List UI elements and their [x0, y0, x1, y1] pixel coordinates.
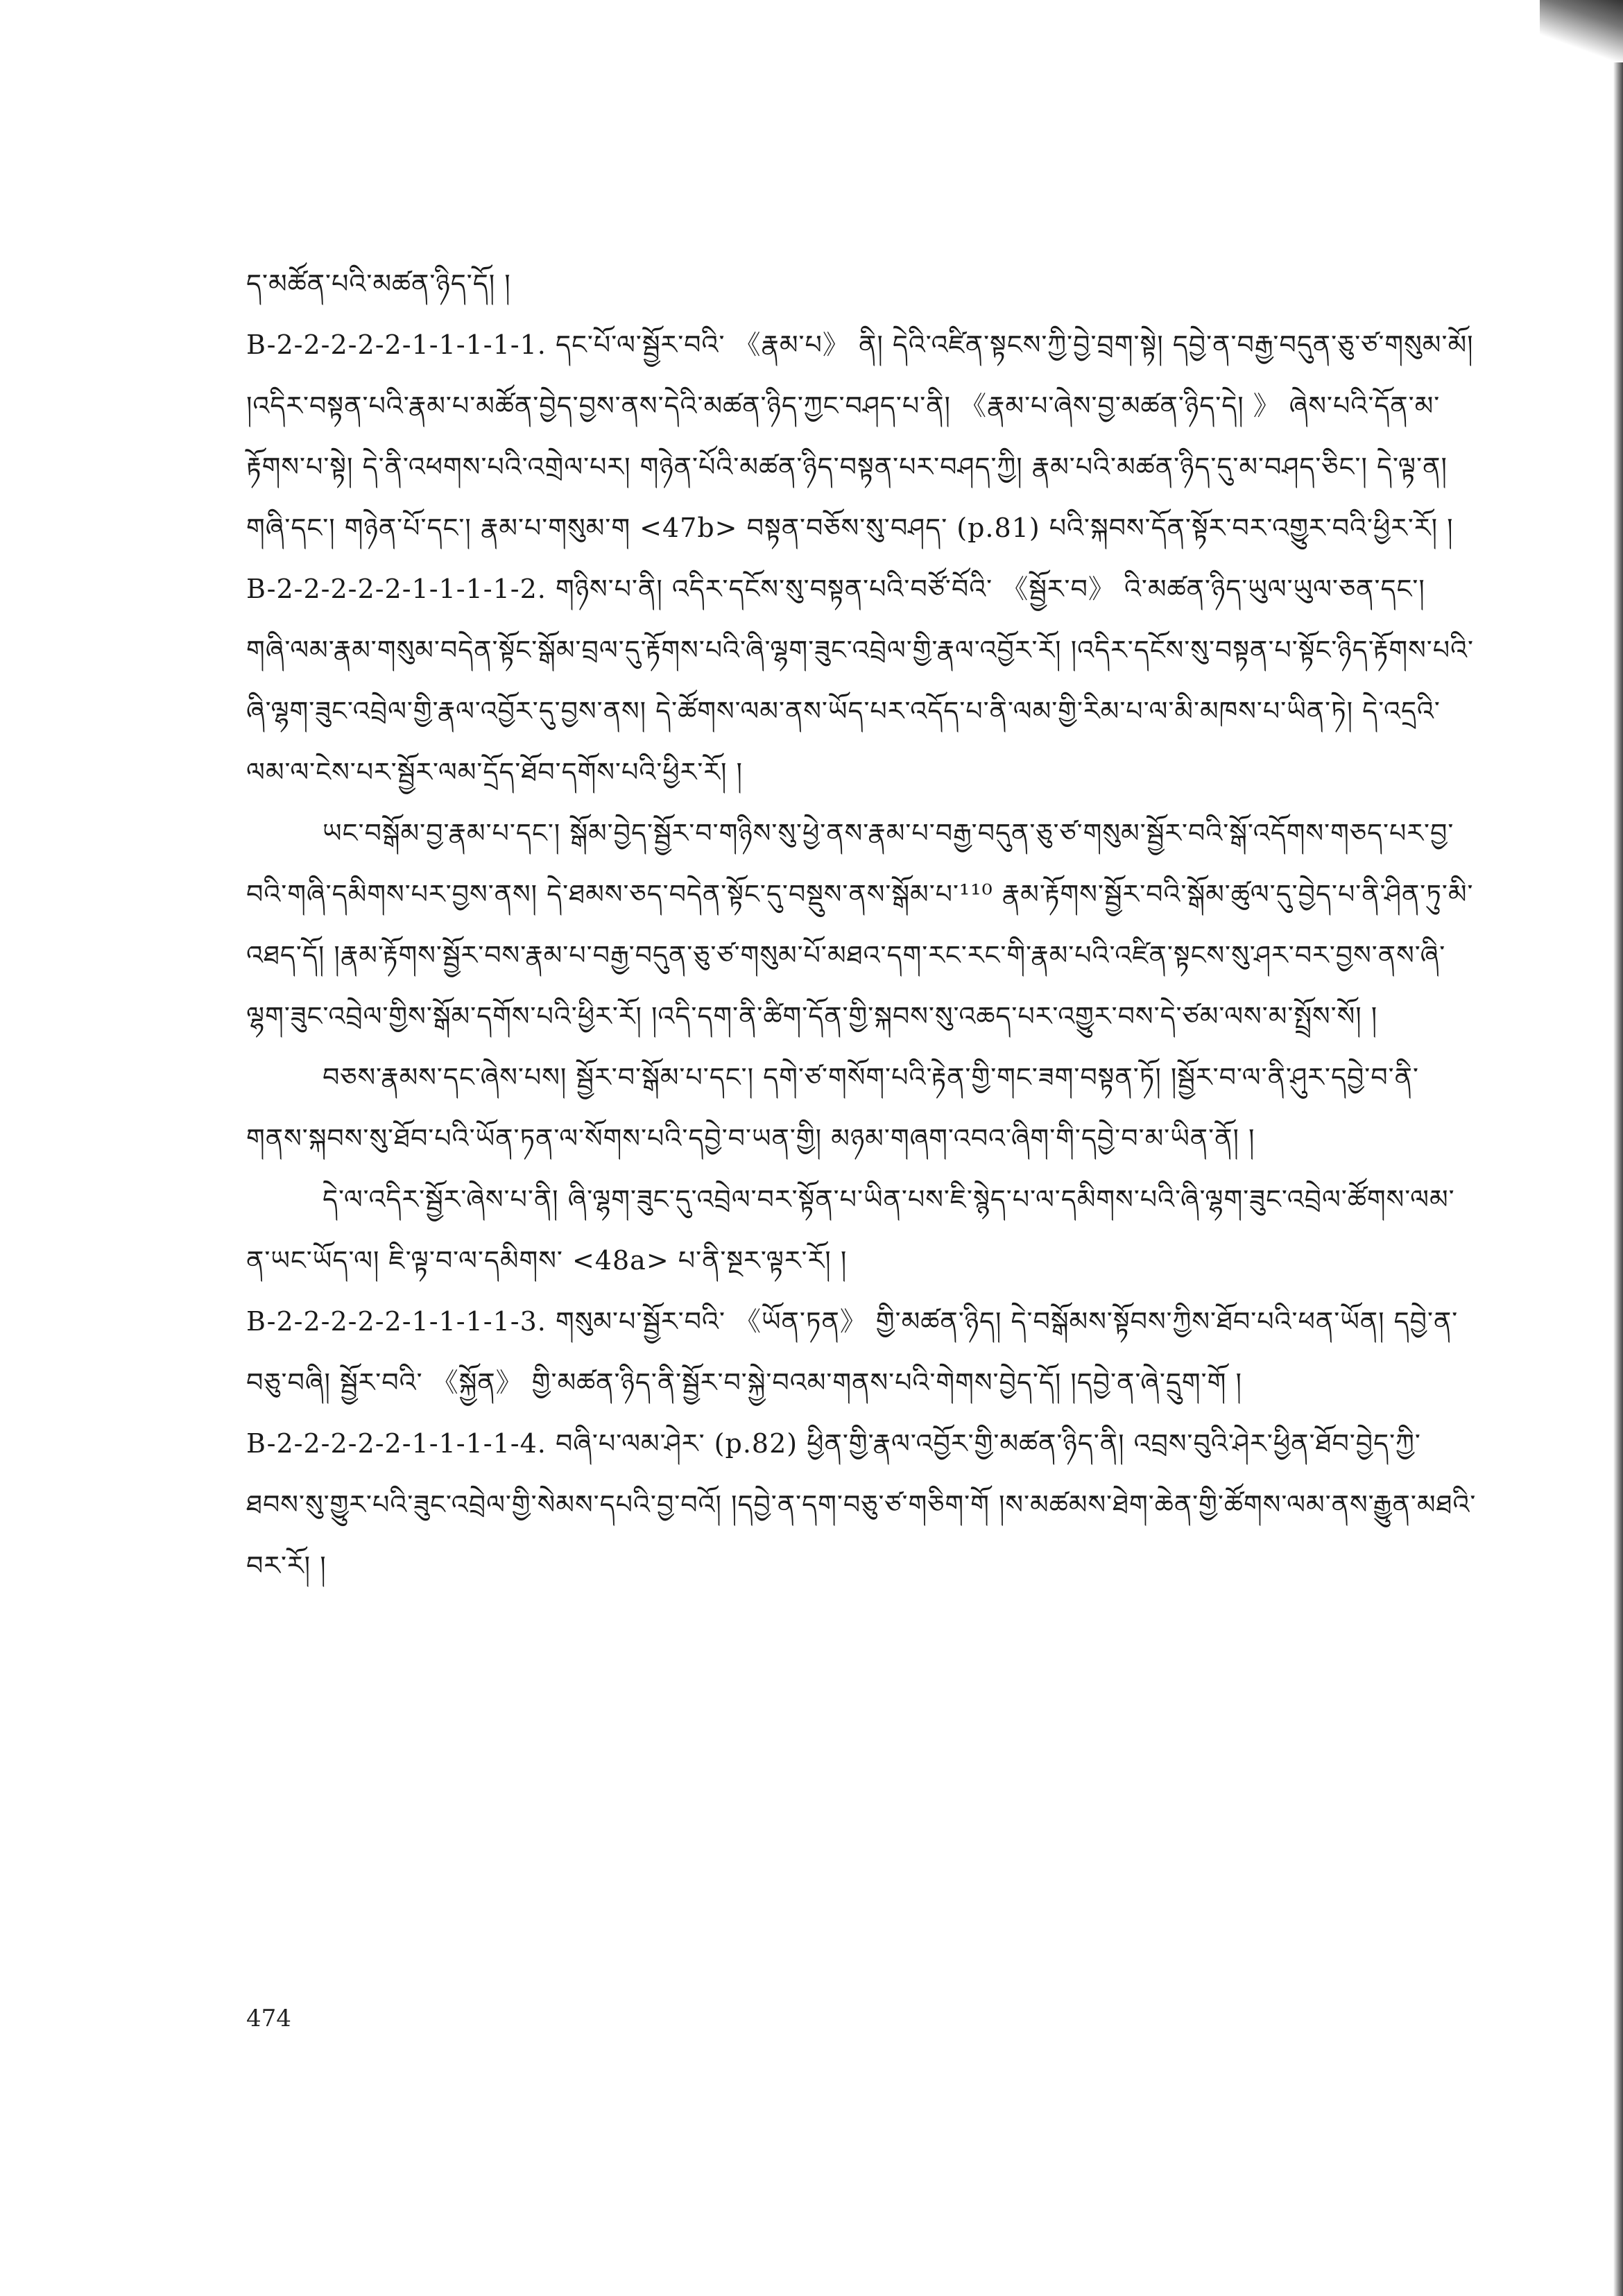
paragraph-section-2: B-2-2-2-2-2-1-1-1-1-2. གཉིས་པ་ནི། འདིར་དངོས་སུ་བསྟན་པའི་བཙོ་བོའི་ 《སྦྱོར་བ》 འི་མཚན་ཉིད་ཡུལ་ཡུལ་ཅན་དང་། གཞི་ལམ་རྣམ་གསུམ་བདེན་སྟོང་སྒོམ་བྲལ་དུ་རྟོགས་པའི་ཞི་ལྷག་ཟུང་འབྲེལ་གྱི་རྣལ་འབྱོར་རོ། །འདིར་དངོས་སུ་བསྟན་པ་སྟོང་ཉིད་རྟོགས་པའི་ཞི་ལྷག་ཟུང་འབྲེལ་གྱི་རྣལ་འབྱོར་དུ་བྱས་ནས། དེ་ཚོགས་ལམ་ནས་ཡོད་པར་འདོད་པ་ནི་ལམ་གྱི་རིམ་པ་ལ་མི་མཁས་པ་ཡིན་ཏེ། དེ་འདྲའི་ལམ་ལ་ངེས་པར་སྦྱོར་ལམ་དྲོད་ཐོབ་དགོས་པའི་ཕྱིར་རོ། ། [246, 574, 1475, 787]
scan-shadow-right [1613, 62, 1623, 2296]
paragraph-section-1: B-2-2-2-2-2-1-1-1-1-1. དང་པོ་ལ་སྦྱོར་བའི་ 《རྣམ་པ》 ནི། དེའི་འཛིན་སྟངས་ཀྱི་བྱེ་བྲག་སྟེ། དབྱེ་ན་བརྒྱ་བདུན་ཅུ་ཙ་གསུམ་མོ། །འདིར་བསྟན་པའི་རྣམ་པ་མཚོན་བྱེད་བྱས་ནས་དེའི་མཚན་ཉིད་ཀྱང་བཤད་པ་ནི། 《རྣམ་པ་ཞེས་བྱ་མཚན་ཉིད་དེ། 》 ཞེས་པའི་དོན་མ་རྟོགས་པ་སྟེ། དེ་ནི་འཕགས་པའི་འགྲེལ་པར། གཉེན་པོའི་མཚན་ཉིད་བསྟན་པར་བཤད་ཀྱི། རྣམ་པའི་མཚན་ཉིད་དུ་མ་བཤད་ཅིང་། དེ་ལྟ་ན། གཞི་དང་། གཉེན་པོ་དང་། རྣམ་པ་གསུམ་ག <47b> བསྟན་བཅོས་སུ་བཤད་ (p.81) པའི་སྐབས་དོན་སྟོར་བར་འགྱུར་བའི་ཕྱིར་རོ། ། [246, 329, 1474, 543]
paragraph-section-4: B-2-2-2-2-2-1-1-1-1-4. བཞི་པ་ལམ་ཤེར་ (p.82) ཕྱིན་གྱི་རྣལ་འབྱོར་གྱི་མཚན་ཉིད་ནི། འབྲས་བུའི་ཤེར་ཕྱིན་ཐོབ་བྱེད་ཀྱི་ཐབས་སུ་གྱུར་པའི་ཟུང་འབྲེལ་གྱི་སེམས་དཔའི་བྱ་བའོ། །དབྱེ་ན་དག་བཅུ་ཙ་གཅིག་གོ །ས་མཚམས་ཐེག་ཆེན་གྱི་ཚོགས་ལམ་ནས་རྒྱུན་མཐའི་བར་རོ། ། [246, 1428, 1477, 1581]
paragraph-0: ད་མཚོན་པའི་མཚན་ཉིད་དོ། ། [246, 268, 511, 299]
page-number: 474 [246, 2005, 291, 2032]
scan-shadow-top [1540, 0, 1623, 62]
paragraph-3: ཡང་བསྒོམ་བྱ་རྣམ་པ་དང་། སྒོམ་བྱེད་སྦྱོར་བ་གཉིས་སུ་ཕྱེ་ནས་རྣམ་པ་བརྒྱ་བདུན་ཅུ་ཙ་གསུམ་སྦྱོར་བའི་སྒོ་འདོགས་གཅད་པར་བྱ་བའི་གཞི་དམིགས་པར་བྱས་ནས། དེ་ཐམས་ཅད་བདེན་སྟོང་དུ་བསྡུས་ནས་སྒོམ་པ་¹¹⁰ རྣམ་རྟོགས་སྦྱོར་བའི་སྒོམ་ཚུལ་དུ་བྱེད་པ་ནི་ཤིན་ཏུ་མི་འཐད་དོ། །རྣམ་རྟོགས་སྦྱོར་བས་རྣམ་པ་བརྒྱ་བདུན་ཅུ་ཙ་གསུམ་པོ་མཐའ་དག་རང་རང་གི་རྣམ་པའི་འཛིན་སྟངས་སུ་ཤར་བར་བྱས་ནས་ཞི་ལྷག་ཟུང་འབྲེལ་གྱིས་སྒོམ་དགོས་པའི་ཕྱིར་རོ། །འདི་དག་ནི་ཚིག་དོན་གྱི་སྐབས་སུ་འཆད་པར་འགྱུར་བས་དེ་ཙམ་ལས་མ་སྤྲོས་སོ། ། [246, 818, 1474, 1031]
document-page [246, 253, 1477, 1596]
paragraph-5: དེ་ལ་འདིར་སྦྱོར་ཞེས་པ་ནི། ཞི་ལྷག་ཟུང་དུ་འབྲེལ་བར་སྟོན་པ་ཡིན་པས་ཇི་སྙེད་པ་ལ་དམིགས་པའི་ཞི་ལྷག་ཟུང་འབྲེལ་ཚོགས་ལམ་ན་ཡང་ཡོད་ལ། ཇི་ལྟ་བ་ལ་དམིགས་ <48a> པ་ནི་སྔར་ལྟར་རོ། ། [246, 1184, 1455, 1276]
paragraph-section-3: B-2-2-2-2-2-1-1-1-1-3. གསུམ་པ་སྦྱོར་བའི་ 《ཡོན་ཏན》 གྱི་མཚན་ཉིད། དེ་བསྒོམས་སྟོབས་ཀྱིས་ཐོབ་པའི་ཕན་ཡོན། དབྱེ་ན་བཅུ་བཞི། སྦྱོར་བའི་ 《སྐྱོན》 གྱི་མཚན་ཉིད་ནི་སྦྱོར་བ་སྐྱེ་བའམ་གནས་པའི་གེགས་བྱེད་དོ། །དབྱེ་ན་ཞེ་དྲུག་གོ ། [246, 1306, 1459, 1398]
paragraph-4: བཅས་རྣམས་དང་ཞེས་པས། སྦྱོར་བ་སྒོམ་པ་དང་། དགེ་ཙ་གསོག་པའི་རྟེན་གྱི་གང་ཟག་བསྟན་ཏོ། །སྦྱོར་བ་ལ་ནི་ཤུར་དབྱེ་བ་ནི་གནས་སྐབས་སུ་ཐོབ་པའི་ཡོན་ཏན་ལ་སོགས་པའི་དབྱེ་བ་ཡན་གྱི། མཉམ་གཞག་འབའ་ཞིག་གི་དབྱེ་བ་མ་ཡིན་ནོ། ། [246, 1062, 1419, 1154]
